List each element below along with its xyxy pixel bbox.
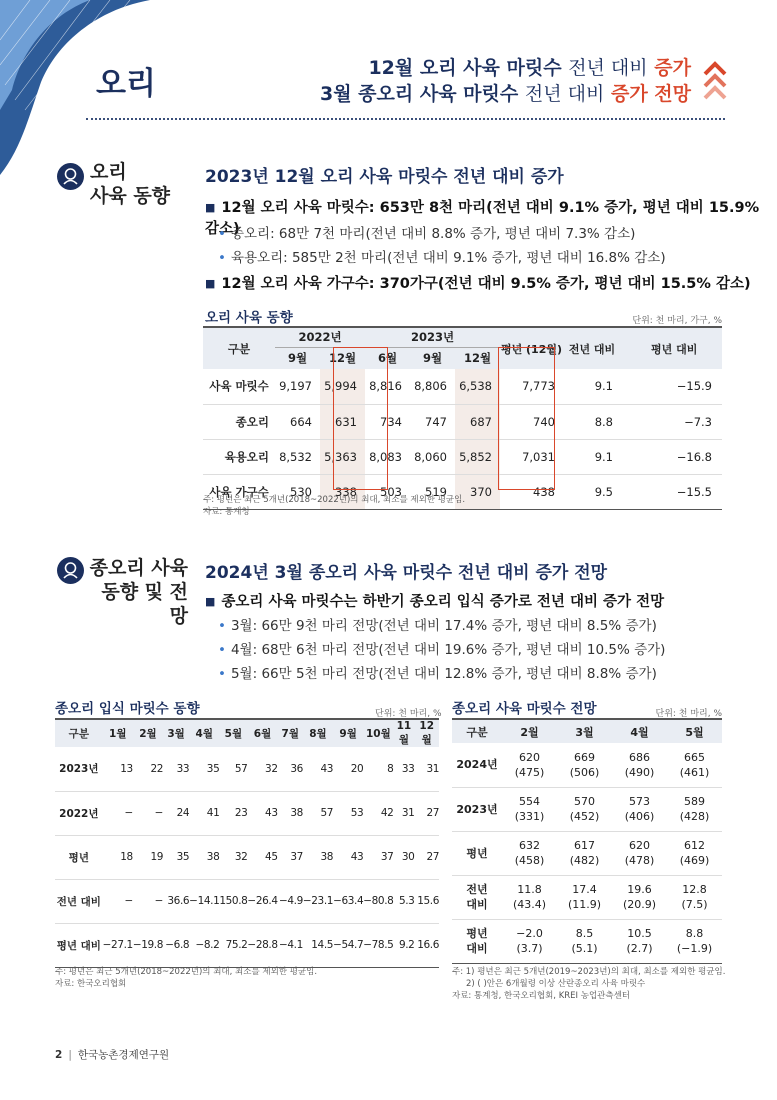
- row-label: 사육 가구수: [209, 484, 269, 499]
- table-cell: 35: [206, 762, 220, 775]
- table-cell: 338: [320, 474, 365, 509]
- table-cell: 38: [290, 807, 303, 819]
- table-cell: −23.1: [302, 895, 334, 907]
- row-label: 2023년: [456, 802, 498, 816]
- table-cell: 37: [290, 851, 303, 863]
- table1-header-avg: 평년 (12월): [500, 327, 563, 369]
- table1-notes: 주: 평년은 최근 5개년(2018~2022년)의 최대, 최소를 제외한 평균임. 자료: 통계청: [203, 495, 466, 517]
- table-cell: −15.5: [676, 484, 712, 499]
- section1-bullet-2: ■ 12월 오리 사육 가구수: 370가구(전년 대비 9.5% 증가, 평년 대비 15.5% 감소): [205, 272, 751, 293]
- table-row: [452, 831, 722, 875]
- table-cell: −4.1: [278, 939, 303, 951]
- row-label: 종오리: [235, 414, 269, 429]
- table-header-cell: 7월: [278, 719, 303, 747]
- table-cell: 35: [176, 851, 190, 863]
- table-header-cell: 4월: [612, 719, 667, 743]
- section1-sub-1: • 종오리: 68만 7천 마리(전년 대비 8.8% 증가, 평년 대비 7.3% 감소): [218, 222, 635, 242]
- table-cell: 8,532: [279, 449, 312, 464]
- row-label: 평년 대비: [466, 927, 488, 955]
- section2-sub-1: • 3월: 66만 9천 마리 전망(전년 대비 17.4% 증가, 평년 대비 8.5% 증가): [218, 614, 657, 634]
- table-row: [55, 879, 439, 923]
- table-cell: 687: [455, 404, 500, 439]
- table-cell: 23: [234, 807, 248, 819]
- table2: [55, 718, 439, 968]
- table-cell: 734: [380, 414, 402, 429]
- table-cell: −: [154, 895, 164, 907]
- table1-header-vsavg: 평년 대비: [621, 327, 722, 369]
- table-header-cell: 9월: [333, 719, 363, 747]
- row-label: 전년 대비: [56, 895, 101, 908]
- table-cell: 570 (452): [569, 795, 600, 823]
- table-cell: −54.7: [333, 939, 364, 951]
- table-cell: −14.1: [189, 895, 220, 907]
- table-cell: 18: [120, 851, 133, 863]
- table1-header-month: 9월: [410, 347, 455, 369]
- table-cell: 9,197: [279, 379, 312, 394]
- table3-notes: 주: 1) 평년은 최근 5개년(2019~2023년)의 최대, 최소를 제외한 평균임. 2) ( )안은 6개월령 이상 산란종오리 사육 마릿수 자료: 통계청, 한국오리협회, KREI 농업관측센터: [452, 967, 726, 1001]
- table-cell: −63.4: [333, 895, 364, 907]
- table-cell: −28.8: [247, 939, 278, 951]
- table-row: [452, 743, 722, 787]
- table1-title: 오리 사육 동향: [205, 310, 293, 326]
- table-cell: 36: [290, 762, 303, 775]
- row-label: 평년: [466, 846, 488, 860]
- table-row: [55, 791, 439, 835]
- table-cell: 8,060: [414, 449, 447, 464]
- table-row: [203, 369, 722, 404]
- section1-sub-2: • 육용오리: 585만 2천 마리(전년 대비 9.1% 증가, 평년 대비 16.8% 감소): [218, 246, 666, 266]
- table-cell: 8: [387, 762, 394, 775]
- table-cell: 45: [265, 851, 278, 863]
- table-cell: 8.8 (−1.9): [676, 927, 713, 955]
- table-cell: 33: [401, 762, 415, 775]
- table-cell: −4.9: [278, 895, 303, 907]
- table1-header-month: 6월: [365, 347, 410, 369]
- table-cell: −19.8: [132, 939, 164, 951]
- table-cell: 30: [401, 851, 415, 863]
- table-cell: 43: [350, 851, 364, 863]
- duck-icon: [57, 557, 84, 584]
- table1-header-month: 12월: [320, 347, 365, 369]
- table-cell: 9.2: [398, 939, 415, 951]
- table3-unit: 단위: 천 마리, %: [655, 709, 722, 719]
- table2-notes: 주: 평년은 최근 5개년(2018~2022년)의 최대, 최소를 제외한 평균임. 자료: 한국오리협회: [55, 967, 318, 989]
- table3: [452, 718, 722, 964]
- table-header-cell: 구분: [452, 719, 502, 743]
- table-cell: 31: [401, 807, 415, 819]
- row-label: 2022년: [59, 807, 99, 820]
- table-cell: 9.1: [594, 379, 613, 394]
- table-cell: 589 (428): [679, 795, 710, 823]
- table-cell: 75.2: [225, 939, 248, 951]
- table-cell: 9.5: [594, 484, 613, 499]
- table-cell: 41: [206, 807, 220, 819]
- table-cell: 747: [425, 414, 447, 429]
- section2-label: 종오리 사육 동향 및 전망: [89, 557, 188, 627]
- table-cell: 17.4 (11.9): [567, 883, 602, 911]
- table-cell: 27: [426, 851, 439, 863]
- table-cell: 612 (469): [679, 839, 710, 867]
- table-cell: 530: [290, 484, 312, 499]
- table-cell: 11.8 (43.4): [512, 883, 547, 911]
- table-row: [452, 787, 722, 831]
- table-cell: 150.8: [219, 895, 248, 907]
- table-cell: 24: [176, 807, 190, 819]
- table-cell: −2.0 (3.7): [516, 927, 543, 955]
- table-row: [452, 919, 722, 963]
- table3-title: 종오리 사육 마릿수 전망: [452, 701, 597, 717]
- table-cell: 8.8: [594, 414, 613, 429]
- table-row: [55, 835, 439, 879]
- table-cell: 43: [265, 807, 278, 819]
- table-row: [452, 875, 722, 919]
- table-cell: 32: [265, 762, 278, 775]
- table-cell: 32: [234, 851, 248, 863]
- table-header-cell: 2월: [133, 719, 163, 747]
- row-label: 육용오리: [224, 449, 269, 464]
- highlight-2022-dec: [333, 347, 388, 490]
- section1-heading: 2023년 12월 오리 사육 마릿수 전년 대비 증가: [205, 167, 564, 187]
- table-cell: −80.8: [363, 895, 394, 907]
- table-cell: −26.4: [247, 895, 278, 907]
- table-cell: 57: [234, 762, 248, 775]
- table-cell: 14.5: [311, 939, 334, 951]
- table-header-cell: 2월: [502, 719, 557, 743]
- page-footer: 2 | 한국농촌경제연구원: [55, 1049, 170, 1061]
- table-cell: −6.8: [165, 939, 190, 951]
- row-label: 평년 대비: [56, 939, 101, 952]
- table-header-cell: 5월: [219, 719, 247, 747]
- page-title: 오리: [96, 66, 156, 102]
- table-cell: −16.8: [676, 449, 712, 464]
- table-cell: 664: [290, 414, 312, 429]
- table-cell: 19.6 (20.9): [622, 883, 657, 911]
- table-row: [203, 439, 722, 474]
- duck-icon: [57, 163, 84, 190]
- table-cell: 57: [320, 807, 334, 819]
- table-header-cell: 6월: [247, 719, 277, 747]
- table-row: [55, 747, 439, 791]
- table-cell: 665 (461): [679, 750, 710, 779]
- table-row: [203, 404, 722, 439]
- table-cell: 617 (482): [569, 839, 600, 867]
- table-header-cell: 3월: [557, 719, 612, 743]
- section2-bullet-1: ■ 종오리 사육 마릿수는 하반기 종오리 입식 증가로 전년 대비 증가 전망: [205, 590, 664, 611]
- table-cell: 31: [426, 762, 439, 775]
- table-cell: −7.3: [684, 414, 712, 429]
- table-cell: 573 (406): [624, 795, 655, 823]
- table-cell: 370: [455, 474, 500, 509]
- table1-header-2022: 2022년: [275, 327, 365, 347]
- section2-sub-2: • 4월: 68만 6천 마리 전망(전년 대비 19.6% 증가, 평년 대비 10.5% 증가): [218, 638, 665, 658]
- table1-header-gubun: 구분: [203, 327, 275, 369]
- table-cell: 8,806: [414, 379, 447, 394]
- table1-header-yoy: 전년 대비: [563, 327, 621, 369]
- table-cell: 632 (458): [514, 839, 545, 867]
- increase-chevrons-icon: [703, 60, 727, 106]
- table-cell: 7,773: [522, 379, 555, 394]
- table-cell: 42: [380, 807, 394, 819]
- table-cell: −78.5: [363, 939, 394, 951]
- table-cell: −: [154, 807, 164, 819]
- highlight-2023-dec: [498, 347, 555, 490]
- page-number: 2: [55, 1049, 63, 1061]
- row-label: 전년 대비: [466, 883, 488, 911]
- table1-header-2023: 2023년: [365, 327, 500, 347]
- table-header-cell: 10월: [363, 719, 393, 747]
- table-header-cell: 8월: [303, 719, 333, 747]
- table-cell: 620 (475): [514, 750, 545, 779]
- table-cell: 620 (478): [624, 839, 655, 867]
- table-cell: −27.1: [102, 939, 133, 951]
- table1-unit: 단위: 천 마리, 가구, %: [632, 316, 722, 326]
- table-cell: 15.6: [417, 895, 439, 907]
- table-header-cell: 구분: [55, 719, 103, 747]
- table-cell: 6,538: [455, 369, 500, 404]
- table-cell: 8,816: [369, 379, 402, 394]
- table-cell: 43: [320, 762, 334, 775]
- table-header-cell: 12월: [414, 719, 439, 747]
- table-header-cell: 1월: [103, 719, 133, 747]
- table-cell: 5,852: [455, 439, 500, 474]
- table-cell: 438: [533, 484, 555, 499]
- table-header-cell: 5월: [667, 719, 722, 743]
- table1: [203, 326, 722, 510]
- header-line-2: 3월 종오리 사육 마릿수 전년 대비 증가 전망: [319, 83, 691, 105]
- header-divider: [86, 118, 725, 120]
- table-cell: 36.6: [167, 895, 190, 907]
- table1-header-month: 12월: [455, 347, 500, 369]
- table-cell: 38: [206, 851, 220, 863]
- row-label: 사육 마릿수: [209, 379, 269, 394]
- table-cell: 669 (506): [569, 750, 600, 779]
- table-cell: 740: [533, 414, 555, 429]
- row-label: 2024년: [456, 758, 498, 772]
- table-cell: 33: [176, 762, 190, 775]
- section2-heading: 2024년 3월 종오리 사육 마릿수 전년 대비 증가 전망: [205, 563, 608, 583]
- table-cell: 19: [150, 851, 164, 863]
- table-cell: −: [124, 807, 133, 819]
- table-cell: 7,031: [522, 449, 555, 464]
- table-cell: 519: [425, 484, 447, 499]
- row-label: 평년: [68, 851, 89, 864]
- table-cell: 16.6: [417, 939, 439, 951]
- table-cell: 53: [350, 807, 364, 819]
- table-cell: 13: [120, 762, 133, 775]
- table-cell: 631: [320, 404, 365, 439]
- table-cell: 12.8 (7.5): [681, 883, 708, 911]
- table-cell: 8,083: [369, 449, 402, 464]
- table-cell: 8.5 (5.1): [571, 927, 598, 955]
- section2-sub-3: • 5월: 66만 5천 마리 전망(전년 대비 12.8% 증가, 평년 대비 8.8% 증가): [218, 662, 657, 682]
- section1-label: 오리 사육 동향: [90, 161, 171, 207]
- table-cell: 5,363: [320, 439, 365, 474]
- table-cell: 9.1: [594, 449, 613, 464]
- header-summary: [320, 55, 691, 107]
- table-row: [55, 923, 439, 967]
- table-cell: 20: [350, 762, 364, 775]
- table-cell: −15.9: [676, 379, 712, 394]
- row-label: 2023년: [59, 763, 99, 776]
- table-cell: 503: [380, 484, 402, 499]
- table-header-cell: 11월: [393, 719, 414, 747]
- table-cell: −: [124, 895, 133, 907]
- table-header-cell: 3월: [163, 719, 189, 747]
- table-cell: 5,994: [320, 369, 365, 404]
- table-cell: 37: [380, 851, 394, 863]
- section1-bullet-1: ■ 12월 오리 사육 마릿수: 653만 8천 마리(전년 대비 9.1% 증가, 평년 대비 15.9% 감소): [205, 196, 777, 238]
- table2-unit: 단위: 천 마리, %: [375, 709, 442, 719]
- table-header-cell: 4월: [189, 719, 219, 747]
- table-cell: 686 (490): [624, 750, 655, 779]
- header-line-1: 12월 오리 사육 마릿수 전년 대비 증가: [368, 57, 691, 79]
- table-cell: 10.5 (2.7): [626, 927, 653, 955]
- table-cell: 22: [150, 762, 164, 775]
- footer-org: 한국농촌경제연구원: [77, 1049, 170, 1061]
- table2-title: 종오리 입식 마릿수 동향: [55, 701, 200, 717]
- table-cell: −8.2: [195, 939, 220, 951]
- table-cell: 27: [426, 807, 439, 819]
- table-cell: 5.3: [398, 895, 415, 907]
- table-cell: 554 (331): [514, 795, 545, 823]
- table1-header-month: 9월: [275, 347, 320, 369]
- table-cell: 38: [320, 851, 334, 863]
